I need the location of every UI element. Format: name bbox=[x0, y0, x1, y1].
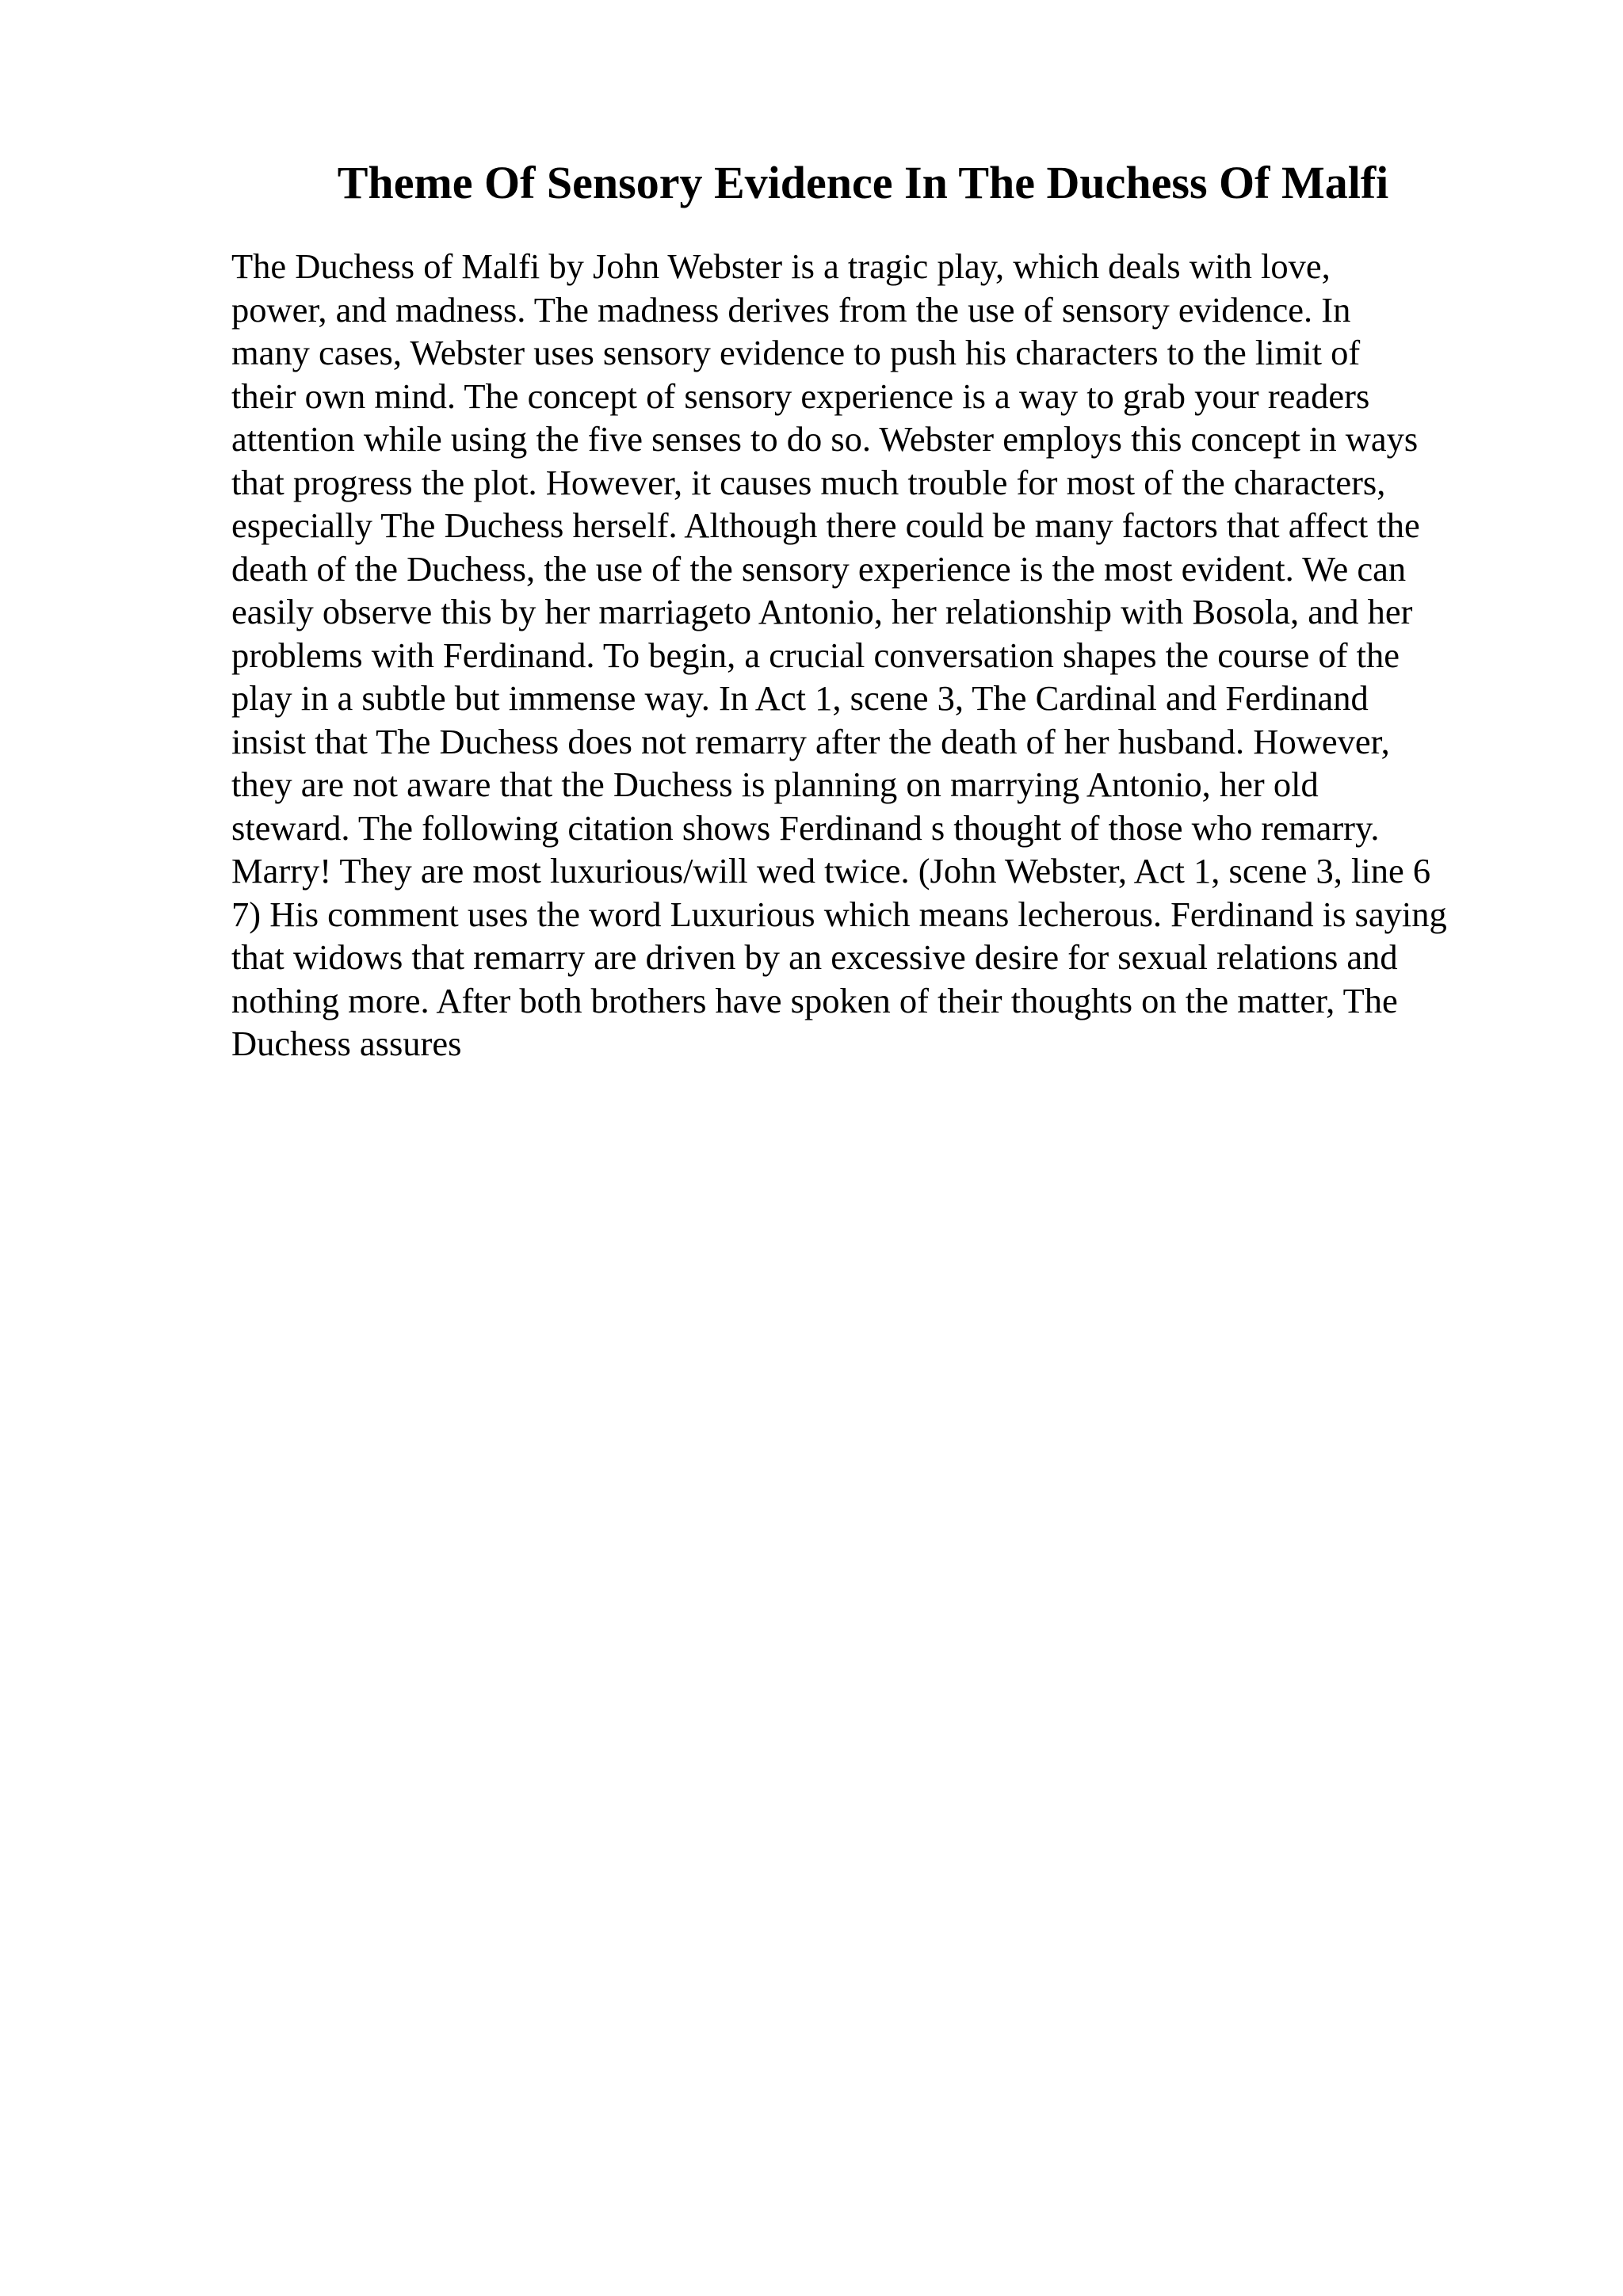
body-line: The Duchess of Malfi by John Webster is a tragic play, which deals with love, bbox=[231, 246, 1331, 286]
body-line: death of the Duchess, the use of the sensory experience is the most evident. We can bbox=[231, 548, 1407, 589]
body-line: nothing more. After both brothers have spoken of their thoughts on the matter, The bbox=[231, 980, 1398, 1020]
body-line: their own mind. The concept of sensory experience is a way to grab your readers bbox=[231, 376, 1370, 416]
body-line: steward. The following citation shows Ferdinand s thought of those who remarry. bbox=[231, 807, 1380, 848]
body-line: that progress the plot. However, it causes much trouble for most of the characters, bbox=[231, 462, 1386, 502]
body-line: they are not aware that the Duchess is planning on marrying Antonio, her old bbox=[231, 765, 1319, 804]
body-line: easily observe this by her marriageto Antonio, her relationship with Bosola, and her bbox=[231, 592, 1413, 631]
body-line: 7) His comment uses the word Luxurious which means lecherous. Ferdinand is saying bbox=[231, 894, 1447, 934]
body-line: attention while using the five senses to do so. Webster employs this concept in ways bbox=[231, 419, 1419, 459]
document-title: Theme Of Sensory Evidence In The Duchess Of Malfi bbox=[337, 157, 1389, 208]
document-body bbox=[231, 245, 1515, 1066]
body-line: that widows that remarry are driven by an excessive desire for sexual relations and bbox=[231, 937, 1398, 977]
body-line: play in a subtle but immense way. In Act 1, scene 3, The Cardinal and Ferdinand bbox=[231, 678, 1369, 718]
body-line: especially The Duchess herself. Although there could be many factors that affect the bbox=[231, 505, 1420, 545]
body-line: insist that The Duchess does not remarry after the death of her husband. However, bbox=[231, 721, 1390, 761]
body-line: Marry! They are most luxurious/will wed twice. (John Webster, Act 1, scene 3, line 6 bbox=[231, 851, 1431, 891]
body-line: many cases, Webster uses sensory evidence to push his characters to the limit of bbox=[231, 333, 1361, 372]
body-line: Duchess assures bbox=[231, 1024, 462, 1063]
body-line: power, and madness. The madness derives from the use of sensory evidence. In bbox=[231, 289, 1351, 330]
body-line: problems with Ferdinand. To begin, a crucial conversation shapes the course of the bbox=[231, 635, 1400, 675]
